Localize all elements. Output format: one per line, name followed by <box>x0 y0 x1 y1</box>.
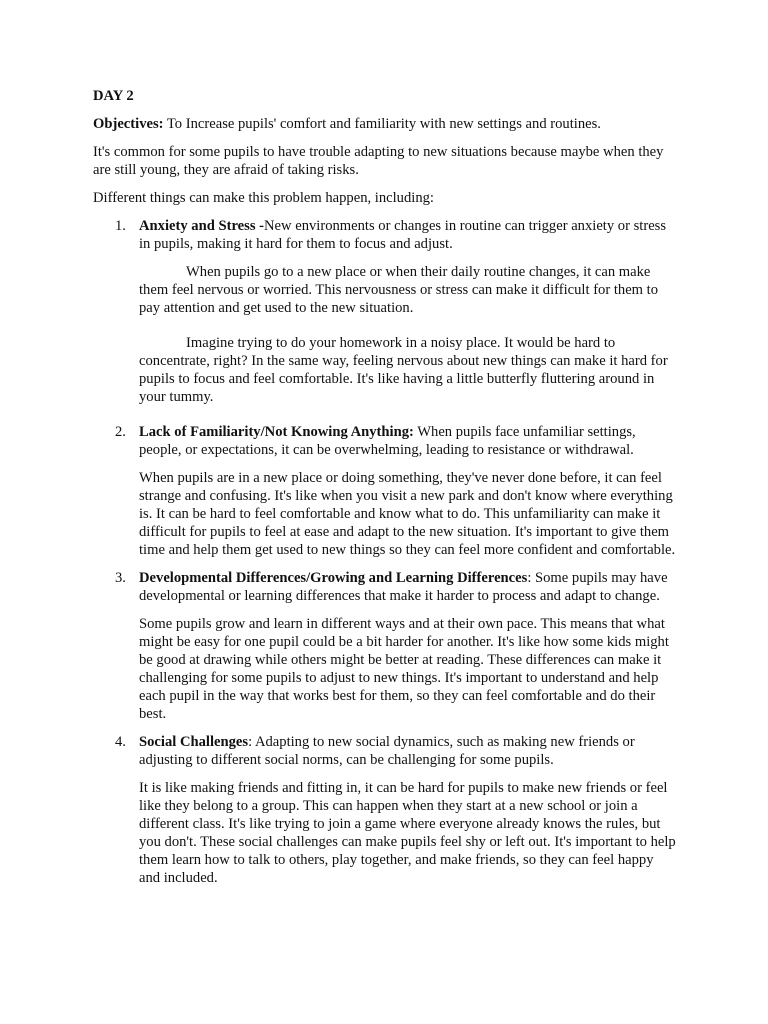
list-number: 1. <box>115 218 126 234</box>
objectives-label: Objectives: <box>93 116 164 132</box>
item-text: : Adapting to new social dynamics, such as making new friends or adjusting to different social norms, can be challenging for some pupils. <box>139 734 635 768</box>
list-number: 4. <box>115 734 126 750</box>
list-number: 3. <box>115 570 126 586</box>
item-heading-paragraph <box>139 217 678 253</box>
item-text: New environments or changes in routine can trigger anxiety or stress in pupils, making it hard for them to focus and adjust. <box>139 218 667 252</box>
objectives-paragraph <box>93 115 678 133</box>
list-number: 2. <box>115 424 126 440</box>
item-explanation: When pupils go to a new place or when their daily routine changes, it can make them feel nervous or worried. This nervousness or stress can make it difficult for them to pay attention and get used to the new situation. <box>139 264 659 316</box>
list-item-lack-of-familiarity <box>93 423 678 559</box>
objectives-text: To Increase pupils' comfort and familiarity with new settings and routines. <box>163 116 601 132</box>
document-page <box>93 87 678 897</box>
item-explanation: When pupils are in a new place or doing something, they've never done before, it can feel strange and confusing. It's like when you visit a new park and don't know where everything is. It can be hard to feel comfortable and know what to do. This unfamiliarity can make it difficult for pupils to feel at ease and adapt to the new situation. It's important to give them time and help them get used to new things so they can feel more confident and comfortable. <box>139 470 676 558</box>
item-heading-paragraph <box>139 733 678 769</box>
item-explanation: Some pupils grow and learn in different ways and at their own pace. This means that what might be easy for one pupil could be a bit harder for another. It's like how some kids might be good at drawing while others might be better at reading. These differences can make it challenging for some pupils to adjust to new things. It's important to understand and help each pupil in the way that works best for them, so they can feel comfortable and do their best. <box>139 616 669 722</box>
list-item-developmental-differences <box>93 569 678 723</box>
item-heading: Lack of Familiarity/Not Knowing Anything: <box>139 424 414 440</box>
item-heading: Anxiety and Stress - <box>139 218 265 234</box>
item-heading: Social Challenges <box>139 734 249 750</box>
item-text: : Some pupils may have developmental or learning differences that make it harder to process and adapt to change. <box>139 570 668 604</box>
item-text: When pupils face unfamiliar settings, people, or expectations, it can be overwhelming, leading to resistance or withdrawal. <box>139 424 636 458</box>
item-heading: Developmental Differences/Growing and Learning Differences <box>139 570 528 586</box>
item-heading-paragraph <box>139 569 678 605</box>
item-heading-paragraph <box>139 423 678 459</box>
document-title: DAY 2 <box>93 88 134 104</box>
list-item-anxiety-and-stress <box>93 217 678 406</box>
item-explanation: Imagine trying to do your homework in a noisy place. It would be hard to concentrate, right? In the same way, feeling nervous about new things can make it hard for pupils to focus and feel comfortable. It's like having a little butterfly fluttering around in your tummy. <box>139 335 668 405</box>
intro-paragraph: It's common for some pupils to have trouble adapting to new situations because maybe when they are still young, they are afraid of taking risks. <box>93 144 664 178</box>
list-item-social-challenges <box>93 733 678 887</box>
lead-paragraph: Different things can make this problem happen, including: <box>93 190 434 206</box>
item-explanation: It is like making friends and fitting in, it can be hard for pupils to make new friends or feel like they belong to a group. This can happen when they start at a new school or join a different class. It's like trying to join a game where everyone already knows the rules, but you don't. These social challenges can make pupils feel shy or left out. It's important to help them learn how to talk to others, play together, and make friends, so they can feel happy and included. <box>139 780 676 886</box>
